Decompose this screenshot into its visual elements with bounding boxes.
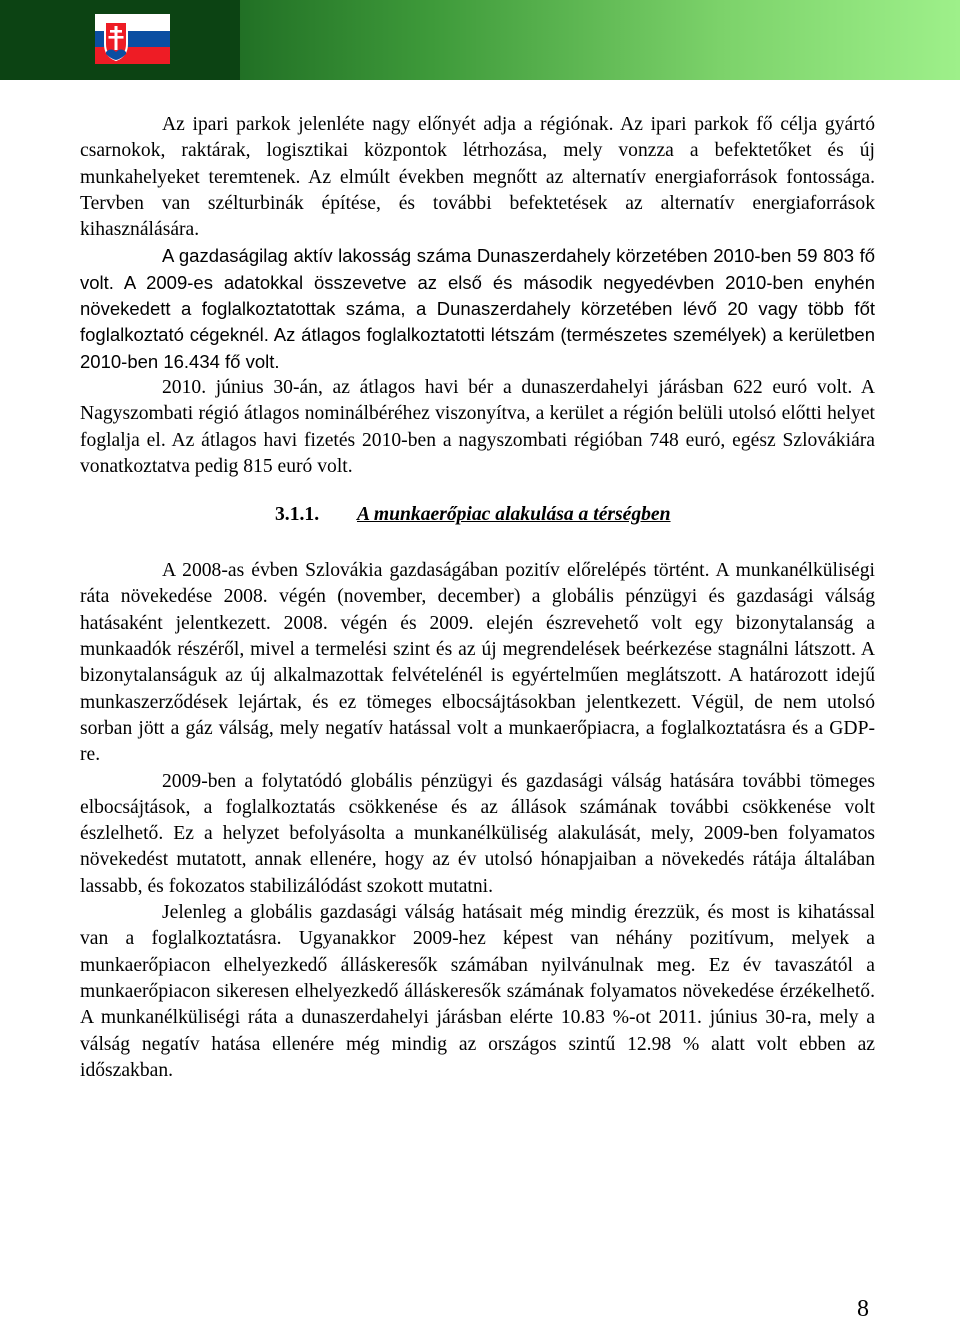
page-number: 8 [857, 1296, 869, 1322]
paragraph-labour-market-2009: 2009-ben a folytatódó globális pénzügyi és gazdasági válság hatására további tömeges elbocsájtások, a foglalkoztatás csökkenése és az állások számának további csökkenése volt észlelhető. Ez a helyzet befolyásolta a munkanélküliség alakulását, mely, 2009-ben folyamatos növekedést mutatott, annak ellenére, hogy az év utolsó hónapjaiban a növekedés rátája általában lassabb, és fokozatos stabilizálódást szokott mutatni. [80, 770, 875, 897]
paragraph-labour-market-current: Jelenleg a globális gazdasági válság hatásait még mindig érezzük, és most is kihatással van a foglalkoztatásra. Ugyanakkor 2009-hez képest van néhány pozitívum, melyek a munkaerőpiacon elhelyezkedő álláskeresők számában nyilvánulnak meg. Ez év tavaszától a munkaerőpiacon sikeresen elhelyezkedő álláskeresők számának folyamatos növekedése érzékelhető. A munkanélküliségi ráta a dunaszerdahelyi járásban elérte 10.83 %-ot 2011. június 30-ra, mely a válság negatív hatása ellenére még mindig az országos szintű 12.98 % alatt volt ebben az időszakban. [80, 902, 875, 1081]
paragraph-wages: 2010. június 30-án, az átlagos havi bér a dunaszerdahelyi járásban 622 euró volt. A Nagyszombati régió átlagos nominálbéréhez viszonyítva, a kerület a régión belüli utolsó előtti helyet foglalja el. Az átlagos havi fizetés 2010-ben a nagyszombati régióban 748 euró, egész Szlovákiára vonatkoztatva pedig 815 euró volt. [80, 376, 875, 477]
paragraph-active-population: A gazdaságilag aktív lakosság száma Dunaszerdahely körzetében 2010-ben 59 803 fő volt. A 2009-es adatokkal összevetve az első és második negyedévben 2010-ben enyhén növekedett a foglalkoztatottak száma, a Dunaszerdahely körzetében lévő 20 vagy több főt foglalkoztató cégeknél. Az átlagos foglalkoztatotti létszám (természetes személyek) a kerületben 2010-ben 16.434 fő volt. [80, 245, 875, 372]
slovakia-flag-icon [95, 14, 170, 64]
page-header-band [0, 0, 960, 80]
document-body [80, 112, 875, 1084]
section-heading [80, 502, 875, 528]
section-title: A munkaerőpiac alakulása a térségben [357, 504, 671, 526]
section-number: 3.1.1. [275, 504, 320, 526]
paragraph-labour-market-2008: A 2008-as évben Szlovákia gazdaságában pozitív előrelépés történt. A munkanélküliségi ráta növekedése 2008. végén (november, december) a globális pénzügyi és gazdasági válság hatásaként jelentkezett. 2008. végén és 2009. elején észrevehető volt egy bizonytalanság a munkaadók részéről, mivel a termelési szint és az új megrendelések beérkezése stagnálni látszott. A bizonytalanságuk az új alkalmazottak felvételénél is egyértelműen meglátszott. A határozott idejű munkaszerződések lejártak, és ez tömeges elbocsájtásokban jelentkezett. Végül, de nem utolsó sorban jött a gáz válság, mely negatív hatással volt a munkaerőpiacra, a foglalkoztatásra és a GDP-re. [80, 560, 875, 766]
paragraph-industrial-parks: Az ipari parkok jelenléte nagy előnyét adja a régiónak. Az ipari parkok fő célja gyártó csarnokok, raktárak, logisztikai központok létrhozása, mely vonzza a befektetőket és új munkahelyeket teremtenek. Az elmúlt években megnőtt az alternatív energiaforrások fontossága. Tervben van szélturbinák építése, és további befektetések az alternatív energiaforrások kihasználására. [80, 114, 875, 241]
